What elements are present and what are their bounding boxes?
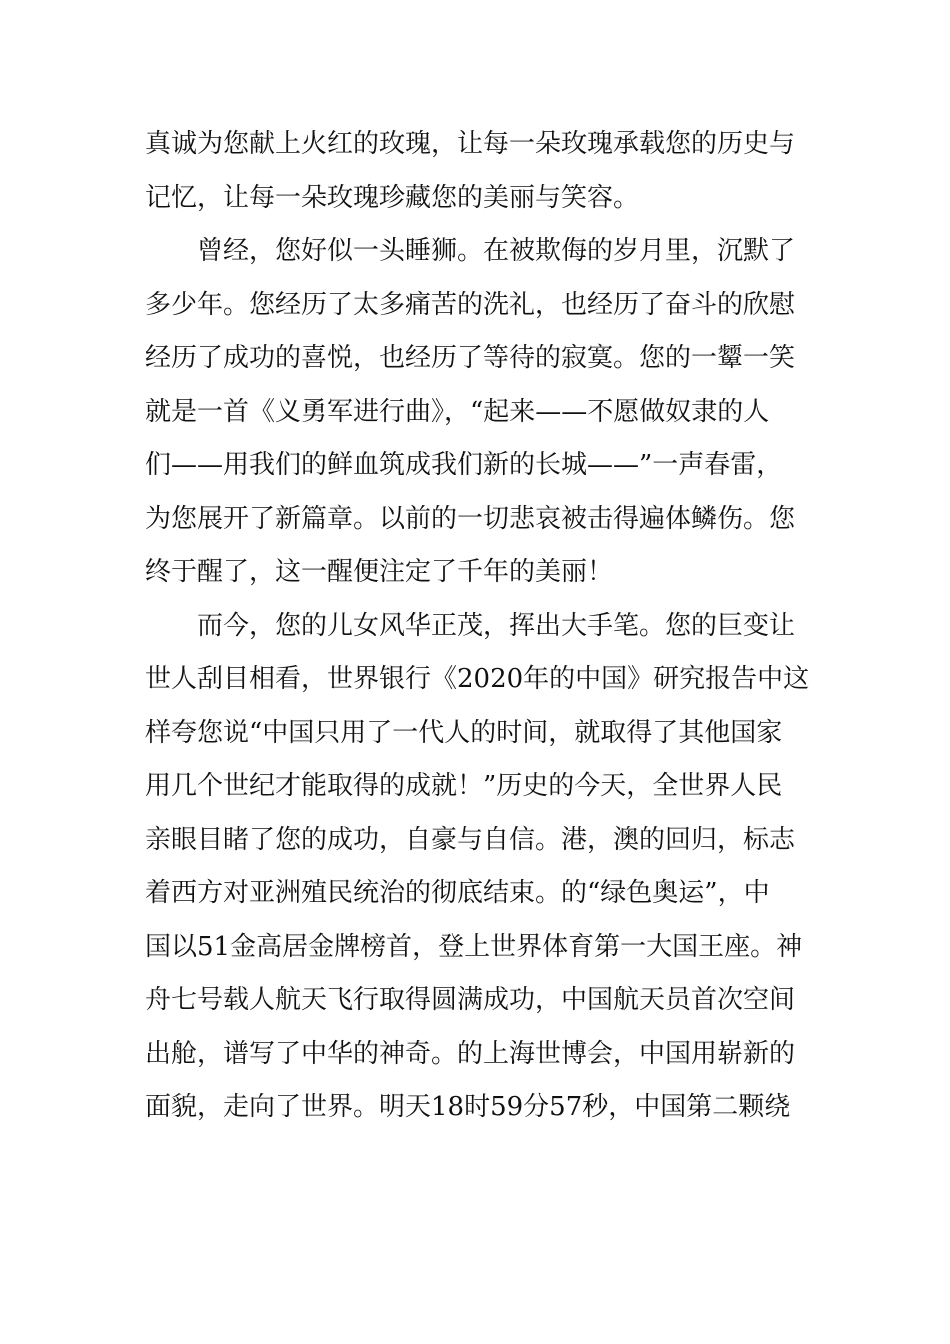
- body-text: [145, 118, 810, 1135]
- text-line-5: 经历了成功的喜悦，也经历了等待的寂寞。您的一颦一笑: [145, 343, 796, 373]
- text-line-14: 亲眼目睹了您的成功，自豪与自信。港，澳的回归，标志: [145, 824, 796, 855]
- text-line-12: 样夸您说“中国只用了一代人的时间，就取得了其他国家: [145, 717, 783, 748]
- text-line-17: 舟七号载人航天飞行取得圆满成功，中国航天员首次空间: [145, 985, 796, 1015]
- text-line-16: 国以51金高居金牌榜首，登上世界体育第一大国王座。神: [145, 931, 803, 962]
- text-line-11: 世人刮目相看，世界银行《2020年的中国》研究报告中这: [145, 664, 810, 694]
- text-line-15: 着西方对亚洲殖民统治的彻底结束。的“绿色奥运”，中: [145, 878, 770, 908]
- text-line-8: 为您展开了新篇章。以前的一切悲哀被击得遍体鳞伤。您: [145, 503, 796, 534]
- text-line-9: 终于醒了，这一醒便注定了千年的美丽！: [145, 557, 614, 587]
- text-line-13: 用几个世纪才能取得的成就！”历史的今天，全世界人民: [145, 771, 783, 801]
- text-line-7: 们——用我们的鲜血筑成我们新的长城——”一声春雷，: [145, 450, 783, 480]
- text-line-2: 记忆，让每一朵玫瑰珍藏您的美丽与笑容。: [145, 182, 640, 213]
- text-line-4: 多少年。您经历了太多痛苦的洗礼，也经历了奋斗的欣慰: [145, 289, 796, 320]
- text-line-19: 面貌，走向了世界。明天18时59分57秒，中国第二颗绕: [145, 1092, 791, 1122]
- text-line-10: 而今，您的儿女风华正茂，挥出大手笔。您的巨变让: [197, 610, 796, 641]
- text-line-18: 出舱，谱写了中华的神奇。的上海世博会，中国用崭新的: [145, 1038, 796, 1069]
- text-line-6: 就是一首《义勇军进行曲》，“起来——不愿做奴隶的人: [145, 396, 770, 427]
- text-line-3: 曾经，您好似一头睡狮。在被欺侮的岁月里，沉默了: [197, 236, 796, 266]
- text-line-1: 真诚为您献上火红的玫瑰，让每一朵玫瑰承载您的历史与: [145, 129, 796, 159]
